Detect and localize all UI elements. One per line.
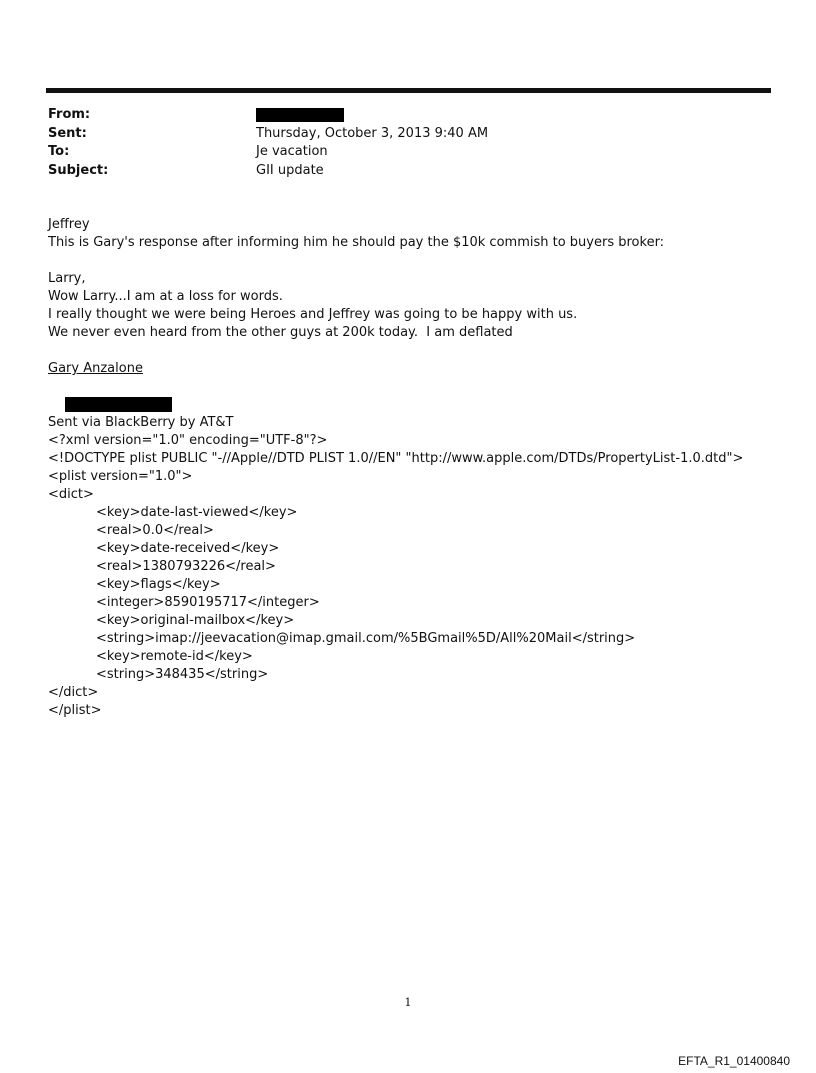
sent-via: Sent via BlackBerry by AT&T [48, 415, 234, 430]
plist-entry: <key>flags</key> [96, 577, 221, 592]
from-label: From: [48, 107, 91, 122]
plist-open: <plist version="1.0"> [48, 469, 193, 484]
plist-entry: <key>original-mailbox</key> [96, 613, 295, 628]
email-body [48, 216, 743, 720]
dict-close: </dict> [48, 685, 99, 700]
from-row [48, 106, 488, 125]
subject-label: Subject: [48, 162, 109, 178]
top-divider [46, 88, 771, 93]
sent-value: Thursday, October 3, 2013 9:40 AM [256, 125, 489, 141]
document-id: EFTA_R1_01400840 [678, 1054, 790, 1068]
page-number: 1 [404, 996, 412, 1009]
sent-row [48, 125, 488, 144]
plist-entry: <integer>8590195717</integer> [96, 595, 320, 610]
to-value: Je vacation [256, 144, 328, 159]
quote-line: I really thought we were being Heroes and Jeffrey was going to be happy with us. [48, 307, 578, 322]
quote-salutation: Larry, [48, 271, 86, 286]
plist-entry: <key>date-received</key> [96, 541, 280, 556]
to-row [48, 143, 488, 162]
redacted-signature-row [48, 378, 743, 396]
sent-label: Sent: [48, 125, 87, 141]
redacted-sender [256, 108, 344, 122]
plist-entry: <string>348435</string> [96, 667, 269, 682]
intro-text: This is Gary's response after informing him he should pay the $10k commish to buyers broker: [48, 235, 665, 250]
dict-open: <dict> [48, 487, 94, 502]
email-header [48, 106, 488, 180]
plist-entry: <real>0.0</real> [96, 523, 214, 538]
greeting: Jeffrey [48, 217, 90, 232]
redacted-contact [65, 397, 172, 412]
plist-xml-decl: <?xml version="1.0" encoding="UTF-8"?> [48, 433, 328, 448]
signature-name: Gary Anzalone [48, 361, 143, 376]
plist-entry: <key>date-last-viewed</key> [96, 505, 298, 520]
subject-row [48, 162, 488, 181]
plist-doctype: <!DOCTYPE plist PUBLIC "-//Apple//DTD PLIST 1.0//EN" "http://www.apple.com/DTDs/PropertyList-1.0.dtd"> [48, 451, 744, 466]
quote-line: Wow Larry...I am at a loss for words. [48, 289, 283, 304]
plist-entry: <key>remote-id</key> [96, 649, 253, 664]
quote-line: We never even heard from the other guys at 200k today. I am deflated [48, 325, 513, 340]
plist-entry: <real>1380793226</real> [96, 559, 276, 574]
subject-value: GII update [256, 162, 324, 178]
plist-entry: <string>imap://jeevacation@imap.gmail.com/%5BGmail%5D/All%20Mail</string> [96, 631, 636, 646]
to-label: To: [48, 144, 70, 159]
plist-close: </plist> [48, 703, 102, 718]
